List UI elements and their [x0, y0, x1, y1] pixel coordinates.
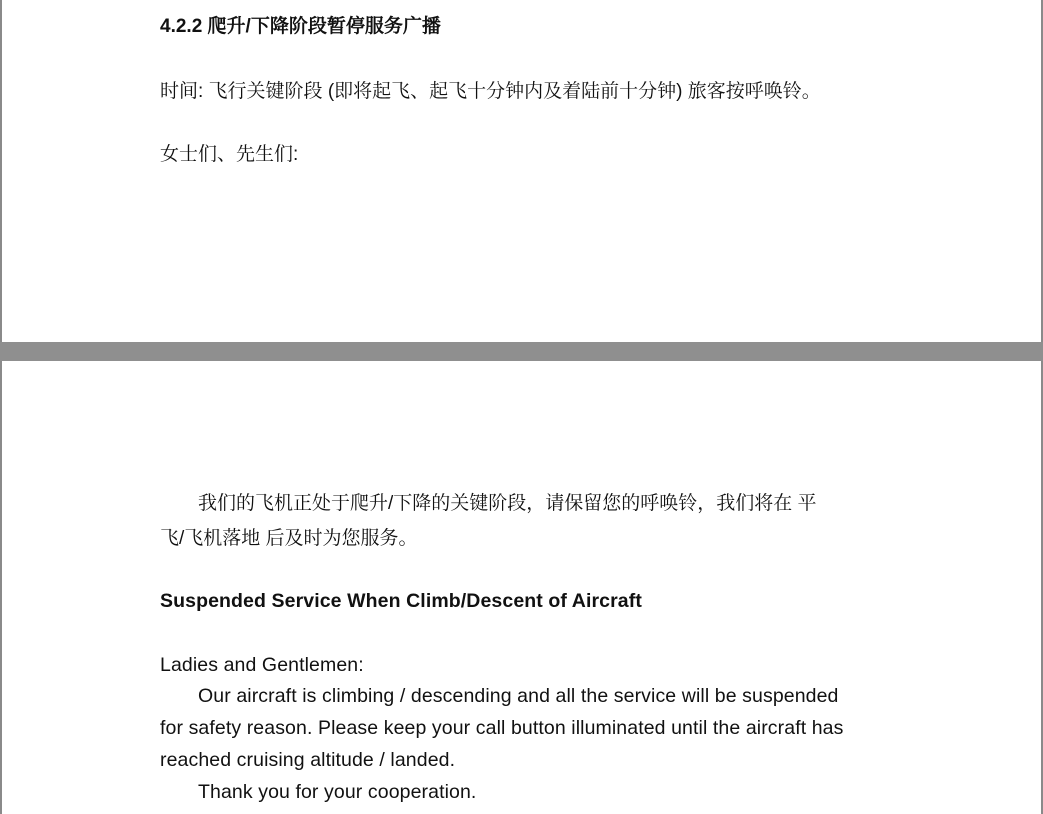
time-paragraph: 时间: 飞行关键阶段 (即将起飞、起飞十分钟内及着陆前十分钟) 旅客按呼唤铃。 [160, 81, 821, 102]
en-body-line-1: Our aircraft is climbing / descending and all the service will be suspended [198, 685, 839, 707]
page-separator [0, 342, 1043, 361]
greeting-en: Ladies and Gentlemen: [160, 654, 364, 676]
document-page-1 [0, 0, 1043, 342]
en-body-line-3: reached cruising altitude / landed. [160, 749, 456, 771]
en-closing-line: Thank you for your cooperation. [198, 781, 477, 803]
en-section-heading: Suspended Service When Climb/Descent of Aircraft [160, 590, 642, 612]
section-heading: 4.2.2 爬升/下降阶段暂停服务广播 [160, 16, 441, 37]
cn-body-line-2: 飞/飞机落地 后及时为您服务。 [160, 528, 418, 549]
greeting-cn: 女士们、先生们: [160, 144, 299, 165]
cn-body-line-1: 我们的飞机正处于爬升/下降的关键阶段，请保留您的呼唤铃，我们将在 平 [198, 493, 817, 514]
en-body-line-2: for safety reason. Please keep your call button illuminated until the aircraft has [160, 717, 844, 739]
document-page-2 [0, 361, 1043, 814]
